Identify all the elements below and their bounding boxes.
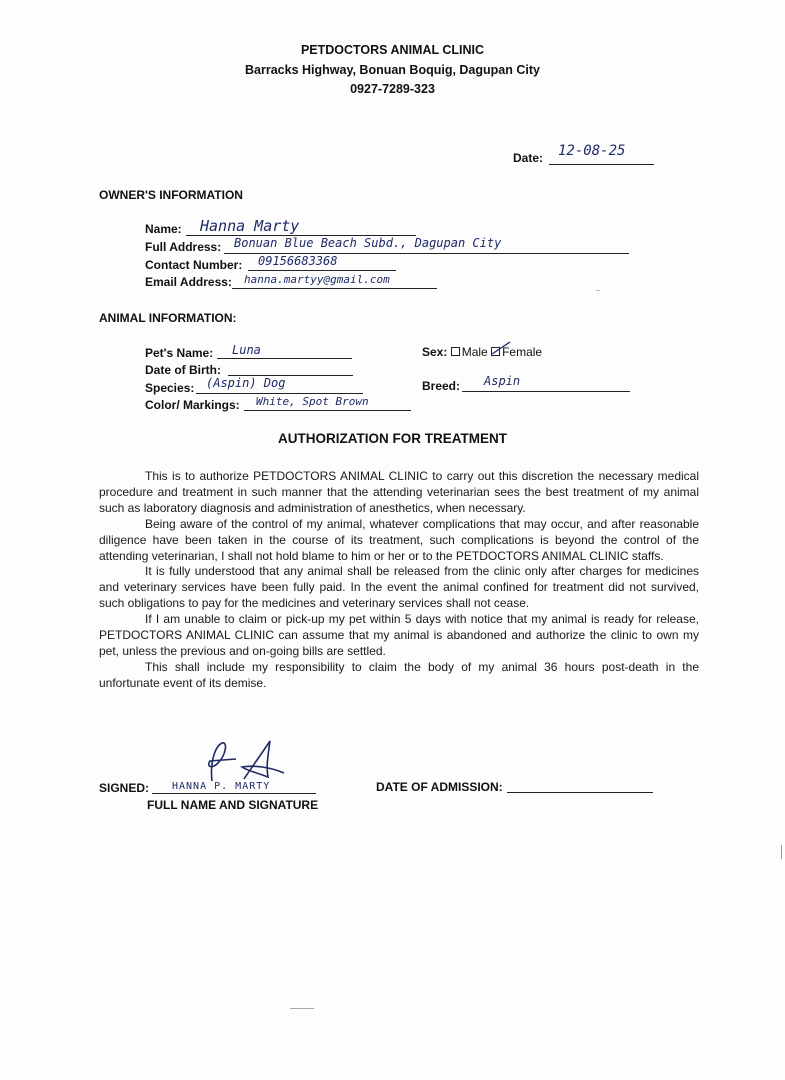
contact-label: Contact Number:: [145, 258, 243, 272]
email-line: [232, 288, 437, 289]
date-value: 12-08-25: [558, 143, 626, 159]
authorization-body: [99, 469, 699, 692]
name-label: Name:: [145, 222, 182, 236]
clinic-phone: 0927-7289-323: [350, 82, 435, 96]
breed-value: Aspin: [484, 374, 521, 388]
email-value: hanna.martyy@gmail.com: [244, 273, 390, 286]
signature-line: [152, 793, 316, 794]
clinic-address: Barracks Highway, Bonuan Boquig, Dagupan City: [245, 63, 540, 77]
dob-label: Date of Birth:: [145, 363, 221, 377]
authorization-paragraph: This shall include my responsibility to claim the body of my animal 36 hours post-death in the unfortunate event of its demise.: [99, 659, 699, 690]
pet-name-value: Luna: [232, 343, 261, 357]
pet-name-line: [217, 358, 352, 359]
address-label: Full Address:: [145, 240, 222, 254]
date-label: Date:: [513, 151, 544, 165]
name-value: Hanna Marty: [200, 217, 300, 235]
date-line: [549, 164, 654, 165]
female-option: Female: [502, 345, 543, 359]
signature-caption: FULL NAME AND SIGNATURE: [147, 798, 319, 812]
email-label: Email Address:: [145, 275, 232, 289]
scan-speck: [596, 290, 600, 291]
markings-line: [244, 410, 411, 411]
pet-name-label: Pet's Name:: [145, 346, 214, 360]
sex-label: Sex:: [422, 345, 448, 359]
authorization-paragraph: If I am unable to claim or pick-up my pet within 5 days with notice that my animal is ready for release, PETDOCTORS ANIMAL CLINIC can assume that my animal is abandoned and authorize the clinic to own my pet, unless the previous and on-going bills are settled.: [99, 612, 699, 658]
contact-value: 09156683368: [258, 254, 338, 268]
authorization-paragraph: This is to authorize PETDOCTORS ANIMAL CLINIC to carry out this discretion the necessary medical procedure and treatment in such manner that the attending veterinarian sees the best treatment of my animal such as laboratory diagnosis and administration of anesthetics, when necessary.: [99, 469, 699, 515]
contact-line: [248, 270, 396, 271]
authorization-paragraph: Being aware of the control of my animal, whatever complications that may occur, and after reasonable diligence have been taken in the course of its treatment, such complications is beyond the control of the attending veterinarian, I shall not hold blame to him or her or to the PETDOCTORS ANIMAL CLINIC staffs.: [99, 516, 699, 563]
male-option: Male: [461, 345, 488, 359]
male-checkbox[interactable]: [451, 347, 460, 356]
scan-speck: [290, 1008, 314, 1009]
clinic-name: PETDOCTORS ANIMAL CLINIC: [300, 43, 485, 57]
signed-label: SIGNED:: [99, 781, 150, 795]
printed-name: HANNA P. MARTY: [172, 781, 271, 792]
female-checkmark-icon: [488, 340, 514, 360]
authorization-paragraph: It is fully understood that any animal shall be released from the clinic only after charges for medicines and veterinary services have been fully paid. In the event the animal confined for treatment did not survived, such obligations to pay for the medicines and veterinary services shall not cease.: [99, 564, 699, 611]
owner-heading: OWNER'S INFORMATION: [99, 188, 243, 202]
admission-label: DATE OF ADMISSION:: [376, 780, 503, 794]
markings-value: White, Spot Brown: [256, 395, 369, 408]
breed-label: Breed:: [422, 379, 461, 393]
animal-heading: ANIMAL INFORMATION:: [99, 311, 237, 325]
species-label: Species:: [145, 381, 195, 395]
markings-label: Color/ Markings:: [145, 398, 240, 412]
address-value: Bonuan Blue Beach Subd., Dagupan City: [234, 236, 502, 250]
sex-field: [422, 345, 542, 359]
admission-line: [507, 792, 653, 793]
species-value: (Aspin) Dog: [206, 376, 286, 390]
species-line: [196, 393, 363, 394]
scan-edge-mark: [781, 845, 782, 859]
breed-line: [462, 391, 630, 392]
authorization-title: AUTHORIZATION FOR TREATMENT: [278, 431, 507, 446]
